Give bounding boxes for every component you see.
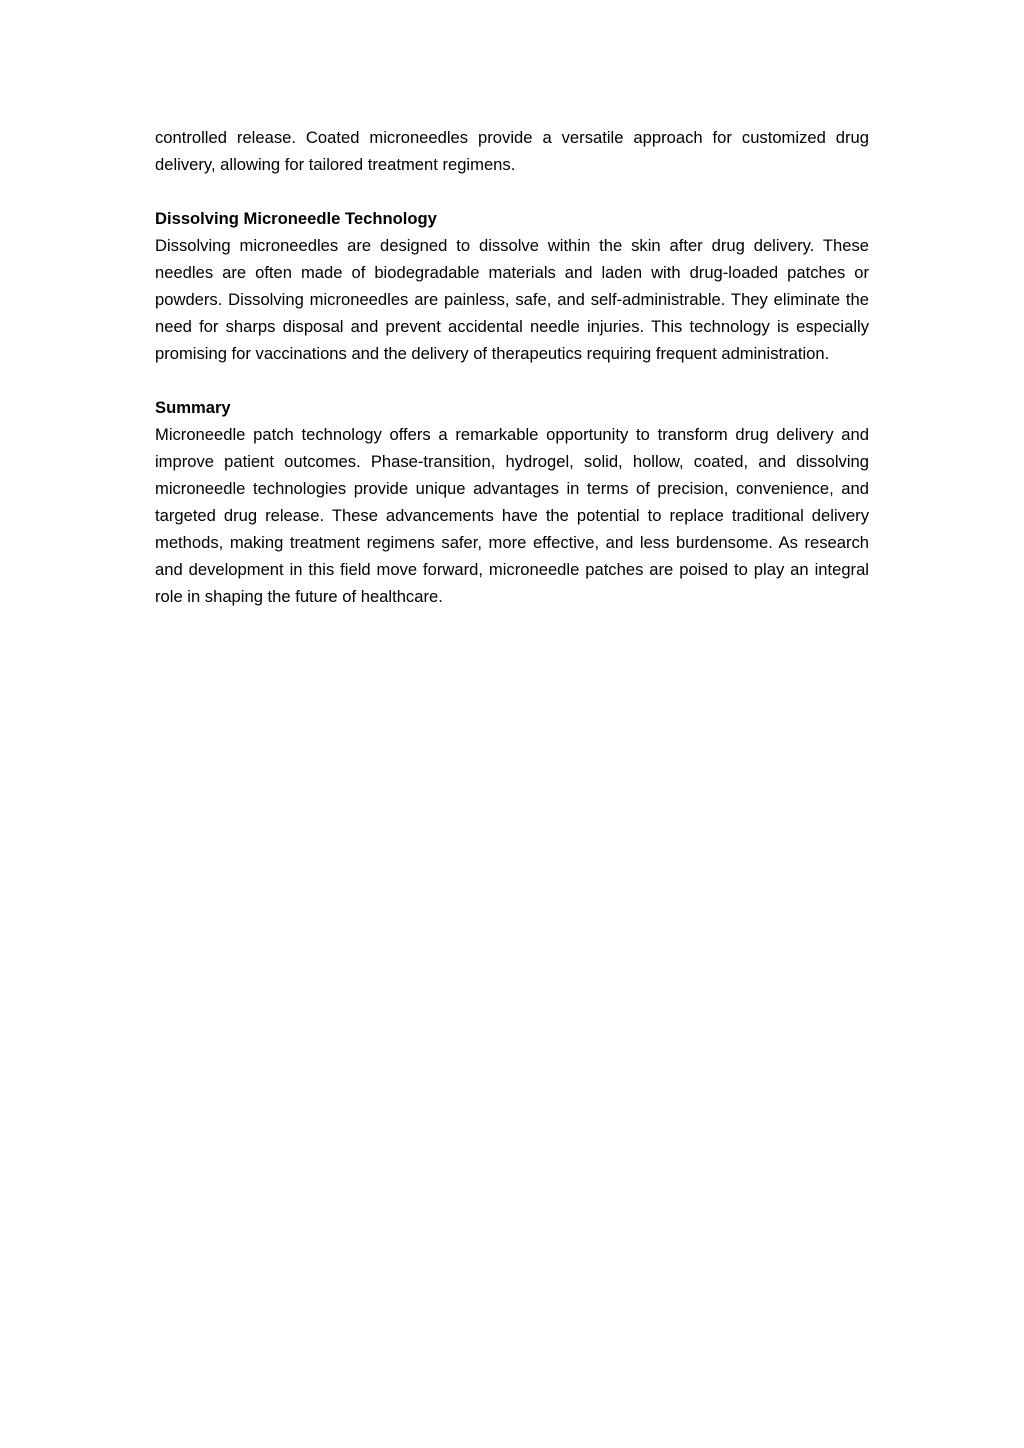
- intro-paragraph: controlled release. Coated microneedles provide a versatile approach for customized drug delivery, allowing for tailored treatment regimens.: [155, 128, 869, 174]
- document-page: [155, 124, 869, 610]
- section-heading-dissolving: Dissolving Microneedle Technology: [155, 209, 437, 228]
- paragraph-spacer: [155, 178, 869, 205]
- section-heading-summary: Summary: [155, 398, 231, 417]
- section-body-dissolving: Dissolving microneedles are designed to dissolve within the skin after drug delivery. These needles are often made of biodegradable materials and laden with drug-loaded patches or powders. Dissolving microneedles are painless, safe, and self-administrable. They eliminate the need for sharps disposal and prevent accidental needle injuries. This technology is especially promising for vaccinations and the delivery of therapeutics requiring frequent administration.: [155, 236, 869, 363]
- section-body-summary: Microneedle patch technology offers a remarkable opportunity to transform drug delivery and improve patient outcomes. Phase-transition, hydrogel, solid, hollow, coated, and dissolving microneedle technologies provide unique advantages in terms of precision, convenience, and targeted drug release. These advancements have the potential to replace traditional delivery methods, making treatment regimens safer, more effective, and less burdensome. As research and development in this field move forward, microneedle patches are poised to play an integral role in shaping the future of healthcare.: [155, 425, 869, 606]
- paragraph-spacer: [155, 367, 869, 394]
